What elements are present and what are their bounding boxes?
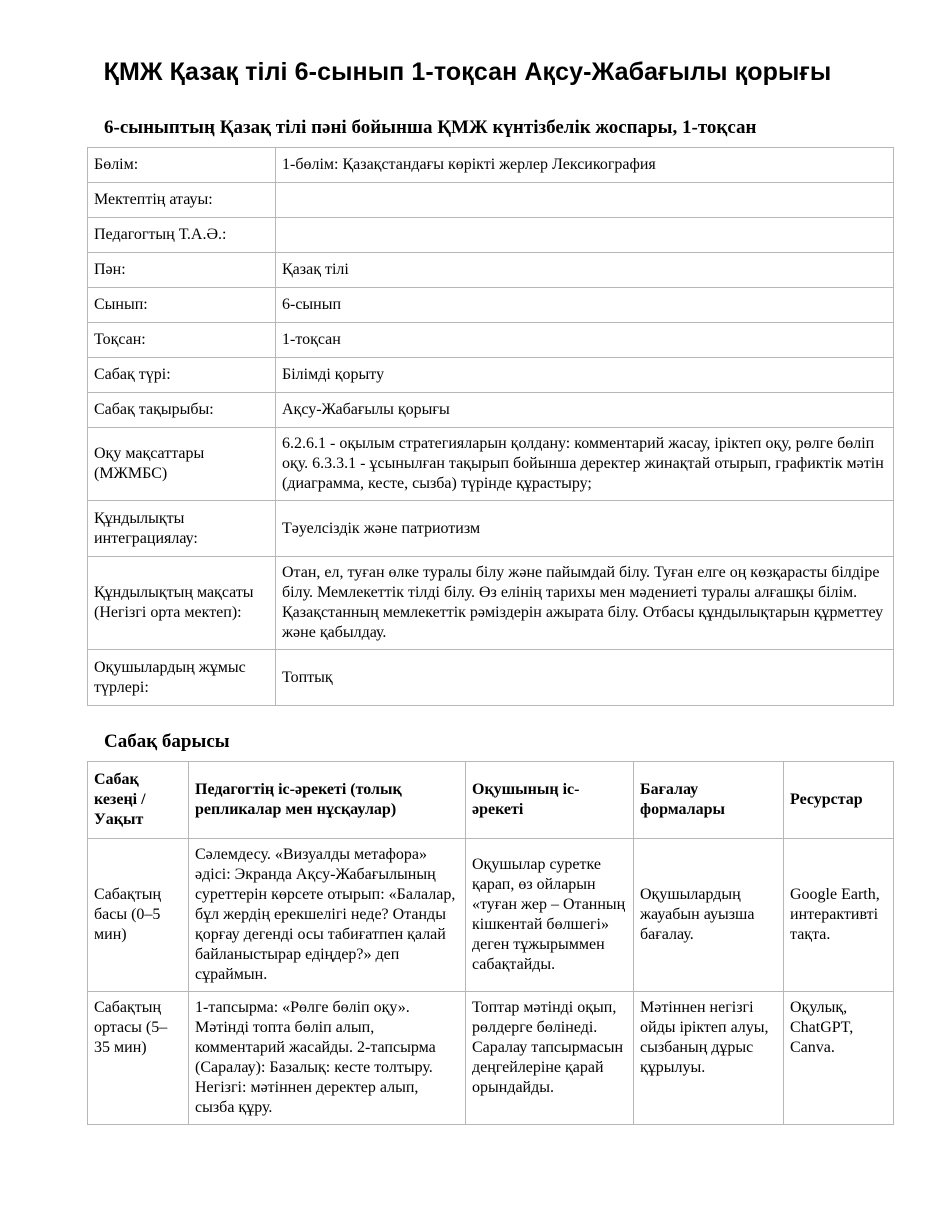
resources-cell: Оқулық, ChatGPT, Canva.: [784, 992, 894, 1125]
info-label: Тоқсан:: [88, 323, 276, 358]
lesson-row: [88, 992, 894, 1125]
info-value: 1-бөлім: Қазақстандағы көрікті жерлер Лексикография: [276, 148, 894, 183]
info-row: [88, 358, 894, 393]
section-title: Сабақ барысы: [104, 731, 230, 752]
info-row: [88, 428, 894, 501]
info-row: [88, 288, 894, 323]
assessment-cell: Оқушылардың жауабын ауызша бағалау.: [634, 839, 784, 992]
stage-cell: Сабақтың басы (0–5 мин): [88, 839, 189, 992]
document-title: ҚМЖ Қазақ тілі 6-сынып 1-тоқсан Ақсу-Жабағылы қорығы: [103, 58, 832, 86]
stage-cell: Сабақтың ортасы (5–35 мин): [88, 992, 189, 1125]
info-label: Сабақ тақырыбы:: [88, 393, 276, 428]
info-row: [88, 501, 894, 557]
info-row: [88, 393, 894, 428]
info-value: Ақсу-Жабағылы қорығы: [276, 393, 894, 428]
lesson-header-row: [88, 762, 894, 839]
header-stage: Сабақ кезеңі / Уақыт: [88, 762, 189, 839]
header-assessment: Бағалау формалары: [634, 762, 784, 839]
info-row: [88, 148, 894, 183]
header-teacher: Педагогтің іс-әрекеті (толық репликалар мен нұсқаулар): [189, 762, 466, 839]
student-cell: Оқушылар суретке қарап, өз ойларын «туған жер – Отанның кішкентай бөлшегі» деген тұжырыммен сабақтайды.: [466, 839, 634, 992]
info-value: 6.2.6.1 - оқылым стратегияларын қолдану: комментарий жасау, іріктеп оқу, рөлге бөліп оқу. 6.3.3.1 - ұсынылған тақырып бойынша деректер жинақтай отырып, графиктік мәтін (диаграмма, кесте, сызба) түрінде құрастыру;: [276, 428, 894, 501]
info-row: [88, 557, 894, 650]
info-value: [276, 218, 894, 253]
lesson-table: [87, 761, 894, 1125]
info-value: Отан, ел, туған өлке туралы білу және пайымдай білу. Туған елге оң көзқарасты білдіре білу. Мемлекеттік тілді білу. Өз елінің тарихы мен мәдениеті туралы алғашқы білім. Қазақстанның мемлекеттік рәміздерін ажырата білу. Отбасы құндылықтарын құрметтеу және қабылдау.: [276, 557, 894, 650]
lesson-row: [88, 839, 894, 992]
info-label: Педагогтың Т.А.Ә.:: [88, 218, 276, 253]
header-student: Оқушының іс-әрекеті: [466, 762, 634, 839]
info-label: Мектептің атауы:: [88, 183, 276, 218]
teacher-cell: 1-тапсырма: «Рөлге бөліп оқу». Мәтінді топта бөліп алып, комментарий жасайды. 2-тапсырма (Саралау): Базалық: кесте толтыру. Негізгі: мәтіннен деректер алып, сызба құру.: [189, 992, 466, 1125]
info-label: Бөлім:: [88, 148, 276, 183]
resources-cell: Google Earth, интерактивті тақта.: [784, 839, 894, 992]
teacher-cell: Сәлемдесу. «Визуалды метафора» әдісі: Экранда Ақсу-Жабағылының суреттерін көрсете отырып: «Балалар, бұл жердің ерекшелігі неде? Отанды қорғау дегенді осы табиғатпен қалай байланыстырар едіңдер?» деп сұраймын.: [189, 839, 466, 992]
info-table: [87, 147, 894, 706]
student-cell: Топтар мәтінді оқып, рөлдерге бөлінеді. Саралау тапсырмасын деңгейлеріне қарай орындайды.: [466, 992, 634, 1125]
info-label: Оқу мақсаттары (МЖМБС): [88, 428, 276, 501]
info-row: [88, 650, 894, 706]
info-value: 6-сынып: [276, 288, 894, 323]
info-row: [88, 253, 894, 288]
info-row: [88, 218, 894, 253]
info-label: Сабақ түрі:: [88, 358, 276, 393]
info-label: Пән:: [88, 253, 276, 288]
info-label: Құндылықты интеграциялау:: [88, 501, 276, 557]
info-label: Құндылықтың мақсаты (Негізгі орта мектеп):: [88, 557, 276, 650]
info-value: Топтық: [276, 650, 894, 706]
info-value: 1-тоқсан: [276, 323, 894, 358]
info-value: [276, 183, 894, 218]
plan-subtitle: 6-сыныптың Қазақ тілі пәні бойынша ҚМЖ күнтізбелік жоспары, 1-тоқсан: [104, 117, 757, 138]
info-row: [88, 323, 894, 358]
assessment-cell: Мәтіннен негізгі ойды іріктеп алуы, сызбаның дұрыс құрылуы.: [634, 992, 784, 1125]
info-label: Сынып:: [88, 288, 276, 323]
info-row: [88, 183, 894, 218]
info-value: Тәуелсіздік және патриотизм: [276, 501, 894, 557]
info-value: Білімді қорыту: [276, 358, 894, 393]
header-resources: Ресурстар: [784, 762, 894, 839]
info-label: Оқушылардың жұмыс түрлері:: [88, 650, 276, 706]
info-value: Қазақ тілі: [276, 253, 894, 288]
